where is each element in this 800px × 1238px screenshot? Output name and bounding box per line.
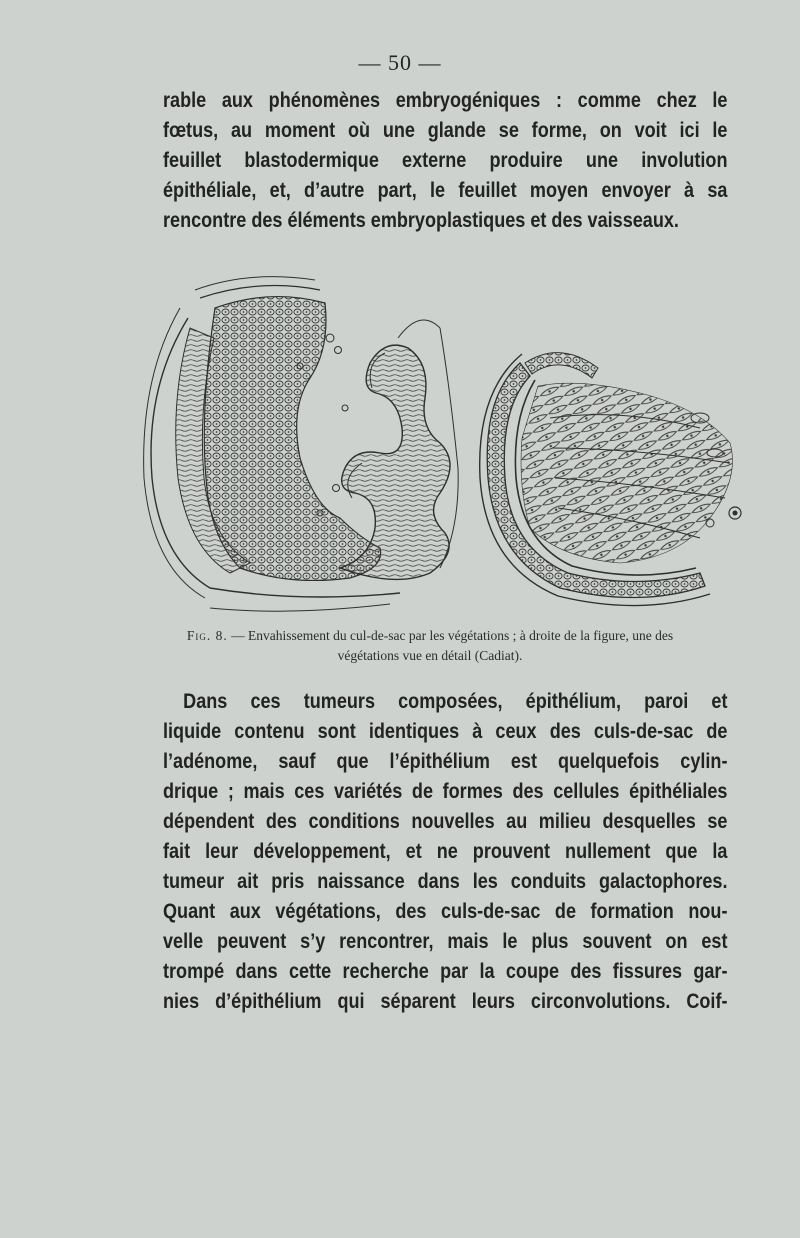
text-line: fait leur développement, et ne prouvent nullement que la	[163, 839, 728, 863]
text-line: dépendent des conditions nouvelles au milieu desquelles se	[163, 809, 728, 833]
text-line: liquide contenu sont identiques à ceux des culs-de-sac de	[163, 719, 728, 743]
text-line: velle peuvent s’y rencontrer, mais le plus souvent on est	[163, 929, 728, 953]
figure-caption	[150, 626, 710, 666]
paragraph-2	[163, 686, 728, 1016]
text-line: tumeur ait pris naissance dans les conduits galactophores.	[163, 869, 728, 893]
paragraph-1	[163, 85, 728, 235]
text-line: trompé dans cette recherche par la coupe des fissures gar-	[163, 959, 728, 983]
text-line: rable aux phénomènes embryogéniques : comme chez le	[163, 88, 728, 112]
caption-line-2: végétations vue en détail (Cadiat).	[337, 648, 523, 663]
text-line: Dans ces tumeurs composées, épithélium, paroi et	[183, 689, 728, 713]
text-line: rencontre des éléments embryoplastiques et des vaisseaux.	[163, 208, 679, 232]
caption-line-1	[150, 626, 710, 646]
caption-text-1: — Envahissement du cul-de-sac par les végétations ; à droite de la figure, une des	[231, 628, 674, 643]
text-line: Quant aux végétations, des culs-de-sac de formation nou-	[163, 899, 728, 923]
text-line: drique ; mais ces variétés de formes des cellules épithéliales	[163, 779, 728, 803]
text-line: fœtus, au moment où une glande se forme, on voit ici le	[163, 118, 728, 142]
text-line: épithéliale, et, d’autre part, le feuillet moyen envoyer à sa	[163, 178, 728, 202]
text-line: feuillet blastodermique externe produire une involution	[163, 148, 728, 172]
figure-8-illustration	[140, 268, 750, 620]
right-drawing	[480, 353, 741, 606]
text-line: nies d’épithélium qui séparent leurs circonvolutions. Coif-	[163, 989, 728, 1013]
page-number: — 50 —	[358, 50, 442, 75]
text-line: l’adénome, sauf que l’épithélium est quelquefois cylin-	[163, 749, 728, 773]
figure-label: Fig. 8.	[186, 628, 228, 643]
left-drawing	[144, 277, 459, 612]
